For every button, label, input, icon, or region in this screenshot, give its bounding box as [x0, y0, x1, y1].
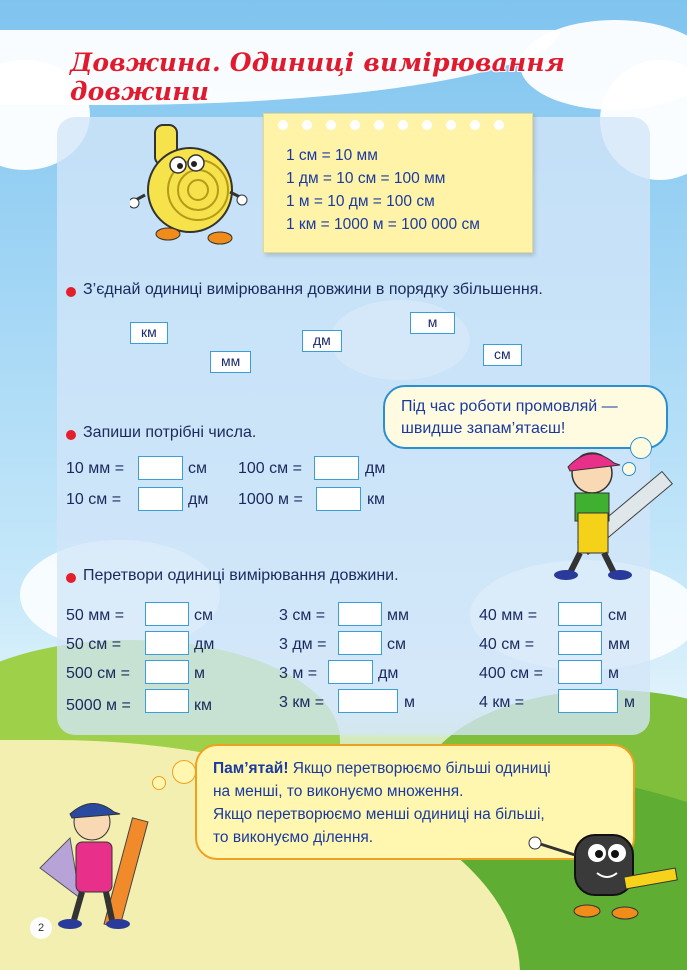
unit-box-m[interactable]: м: [410, 312, 455, 334]
task3-expr: 400 см =: [479, 665, 543, 682]
answer-box[interactable]: [558, 660, 602, 684]
answer-box[interactable]: [338, 602, 382, 626]
task3-expr: 50 мм =: [66, 607, 125, 624]
tape-measure-character-icon: [130, 120, 250, 250]
task3-unit: км: [194, 697, 212, 714]
task3-unit: м: [624, 694, 635, 711]
units-note: [263, 113, 533, 253]
task2-expr: 1000 м =: [238, 491, 303, 508]
note-hole: [302, 120, 312, 130]
bullet: [66, 430, 76, 440]
task2-unit: см: [188, 460, 207, 477]
task3-expr: 40 мм =: [479, 607, 538, 624]
task3-unit: см: [608, 607, 627, 624]
answer-box[interactable]: [558, 602, 602, 626]
task3-expr: 40 см =: [479, 636, 535, 653]
unit-line: 1 см = 10 мм: [286, 147, 378, 164]
task3-expr: 3 см =: [279, 607, 326, 624]
answer-box[interactable]: [558, 631, 602, 655]
bullet: [66, 573, 76, 583]
task3-expr: 4 км =: [479, 694, 525, 711]
task3-expr: 3 км =: [279, 694, 325, 711]
bullet: [66, 287, 76, 297]
note-hole: [398, 120, 408, 130]
task2-unit: дм: [365, 460, 386, 477]
answer-box[interactable]: [316, 487, 361, 511]
unit-box-cm[interactable]: см: [483, 344, 522, 366]
unit-line: 1 м = 10 дм = 100 см: [286, 193, 435, 210]
answer-box[interactable]: [138, 456, 183, 480]
speech-line: Під час роботи промовляй —: [401, 398, 618, 415]
task3-unit: м: [404, 694, 415, 711]
task2-unit: дм: [188, 491, 209, 508]
remember-label: Пам’ятай!: [213, 760, 289, 777]
page-number: 2: [30, 917, 52, 939]
note-hole: [446, 120, 456, 130]
note-hole: [494, 120, 504, 130]
unit-box-dm[interactable]: дм: [302, 330, 342, 352]
task3-unit: мм: [608, 636, 630, 653]
task3-unit: см: [387, 636, 406, 653]
note-hole: [326, 120, 336, 130]
answer-box[interactable]: [145, 602, 189, 626]
task3-expr: 5000 м =: [66, 697, 131, 714]
note-hole: [422, 120, 432, 130]
answer-box[interactable]: [328, 660, 373, 684]
answer-box[interactable]: [145, 631, 189, 655]
note-hole: [350, 120, 360, 130]
answer-box[interactable]: [558, 689, 618, 713]
task3-unit: дм: [194, 636, 215, 653]
unit-box-mm[interactable]: мм: [210, 351, 251, 373]
tape-measure-mascot-icon: [525, 815, 680, 925]
units-list: [286, 144, 480, 236]
task3-expr: 500 см =: [66, 665, 130, 682]
boy-with-ruler-icon: [540, 445, 680, 585]
task3-unit: мм: [387, 607, 409, 624]
task3-expr: 3 дм =: [279, 636, 327, 653]
unit-box-km[interactable]: км: [130, 322, 168, 344]
task3-unit: дм: [378, 665, 399, 682]
note-hole: [278, 120, 288, 130]
answer-box[interactable]: [145, 689, 189, 713]
thought-dot: [152, 776, 166, 790]
remember-text: то виконуємо ділення.: [213, 829, 374, 846]
answer-box[interactable]: [314, 456, 359, 480]
task3-instruction: Перетвори одиниці вимірювання довжини.: [83, 567, 399, 584]
unit-line: 1 км = 1000 м = 100 000 см: [286, 216, 480, 233]
task3-expr: 3 м =: [279, 665, 318, 682]
thought-dot: [172, 760, 196, 784]
task2-instruction: Запиши потрібні числа.: [83, 424, 257, 441]
note-hole: [374, 120, 384, 130]
speech-line: швидше запам’ятаєш!: [401, 420, 566, 437]
answer-box[interactable]: [338, 689, 398, 713]
remember-text: Якщо перетворюємо менші одиниці на більші,: [213, 806, 545, 823]
task2-unit: км: [367, 491, 385, 508]
girl-with-ruler-icon: [30, 798, 160, 938]
task1-instruction: З’єднай одиниці вимірювання довжини в порядку збільшення.: [83, 281, 543, 298]
task3-expr: 50 см =: [66, 636, 122, 653]
task2-expr: 10 мм =: [66, 460, 125, 477]
task3-unit: м: [608, 665, 619, 682]
unit-line: 1 дм = 10 см = 100 мм: [286, 170, 446, 187]
task2-expr: 100 см =: [238, 460, 302, 477]
remember-text: Якщо перетворюємо більші одиниці: [288, 760, 551, 777]
answer-box[interactable]: [338, 631, 382, 655]
answer-box[interactable]: [145, 660, 189, 684]
note-hole: [470, 120, 480, 130]
task3-unit: см: [194, 607, 213, 624]
page-title: Довжина. Одиниці вимірювання довжини: [70, 48, 565, 106]
speech-bubble: [383, 385, 668, 449]
task3-unit: м: [194, 665, 205, 682]
answer-box[interactable]: [138, 487, 183, 511]
remember-text: на менші, то виконуємо множення.: [213, 783, 464, 800]
task2-expr: 10 см =: [66, 491, 122, 508]
